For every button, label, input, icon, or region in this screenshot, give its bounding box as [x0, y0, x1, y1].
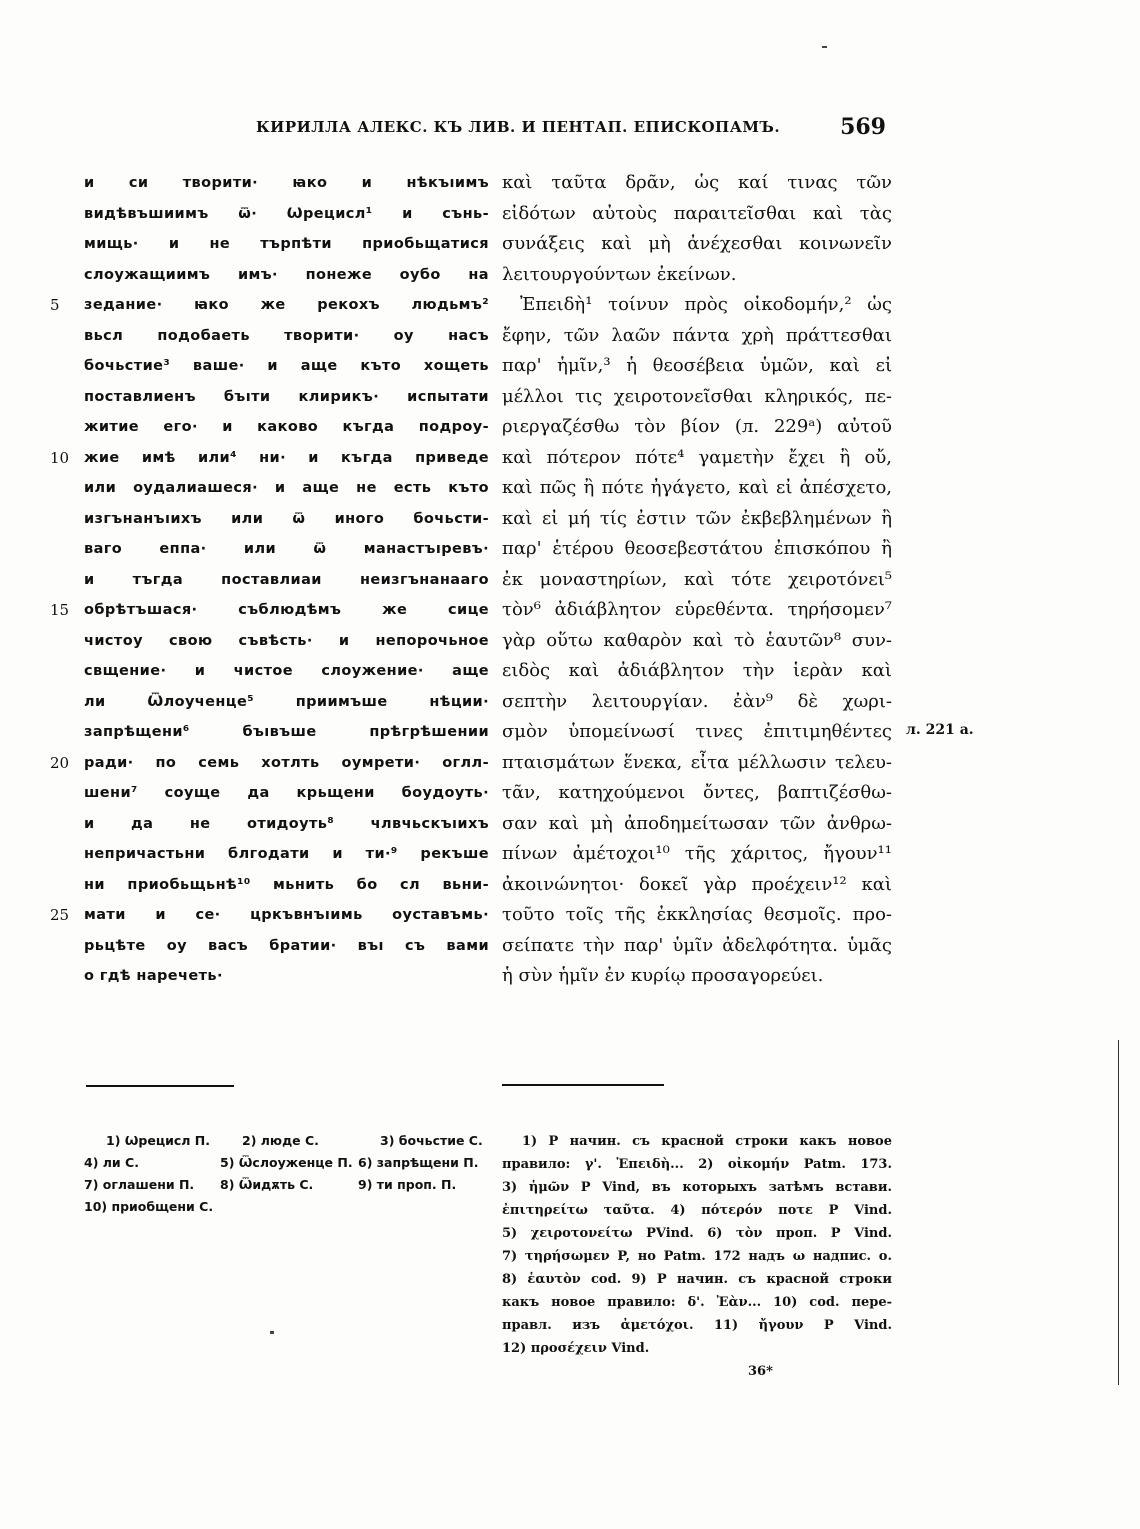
slavonic-line-text: жие имѣ или⁴ ни· и къгда приведе — [84, 449, 489, 466]
slavonic-line-text: непричастьни блгодати и ти·⁹ рекъше — [84, 846, 489, 862]
footnote: 2) люде С. — [242, 1133, 319, 1148]
slavonic-line-text: житие его· и каково къгда подроу- — [84, 419, 489, 435]
slavonic-line — [50, 595, 489, 626]
slavonic-line-text: запрѣщени⁶ бъıвъше прѣгрѣшении — [84, 724, 489, 740]
slavonic-line — [84, 199, 489, 230]
footnote: 12) προσέχειν Vind. — [502, 1341, 650, 1356]
greek-line: καὶ εἰ μή τίς ἐστιν τῶν ἐκβεβλημένων ἢ — [502, 507, 892, 529]
slavonic-line — [84, 565, 489, 596]
slavonic-line-text: рьцѣте оу васъ братии· въı съ вами — [84, 937, 489, 954]
slavonic-line-text: ваго еппа· или ѿ манастъıревъ· — [84, 541, 489, 557]
slavonic-line-text: или оудалиашеся· и аще не есть къто — [84, 480, 489, 496]
slavonic-line-text: зедание· ꙗко же рекохъ людьмъ² — [84, 297, 489, 313]
slavonic-line — [50, 748, 489, 779]
slavonic-line — [50, 443, 489, 474]
slavonic-line-text: видѣвъшиимъ ѿ· Ѡрецисл¹ и сънь- — [84, 205, 489, 222]
slavonic-line — [84, 717, 489, 748]
slavonic-line — [84, 260, 489, 291]
greek-line: ἐκ μοναστηρίων, καὶ τότε χειροτόνει⁵ — [502, 568, 892, 590]
line-number: 5 — [50, 296, 60, 314]
greek-line: σείπατε τὴν παρ' ὑμῖν ἀδελφότητα. ὑμᾶς — [502, 934, 892, 956]
greek-line: γὰρ οὕτω καθαρὸν καὶ τὸ ἑαυτῶν⁸ συν- — [502, 629, 892, 651]
slavonic-line-text: свщение· и чистое слоужение· аще — [84, 663, 489, 679]
footnote: 4) ли С. — [84, 1155, 139, 1170]
greek-line: τὸν⁶ ἀδιάβλητον εὑρεθέντα. τηρήσομεν⁷ — [502, 599, 892, 620]
slavonic-line — [84, 656, 489, 687]
footnote-rule-right — [502, 1084, 664, 1086]
footnote: правл. изъ ἀμετόχοι. 11) ἤγουν P Vind. — [502, 1318, 892, 1333]
greek-line: Ἐπειδὴ¹ τοίνυν πρὸς οἰκοδομήν,² ὡς — [520, 294, 892, 315]
footnote-row — [84, 1196, 489, 1218]
scan-speck — [822, 46, 827, 48]
greek-line: σαν καὶ μὴ ἀποδημείτωσαν τῶν ἀνθρω- — [502, 812, 892, 834]
slavonic-line — [84, 931, 489, 962]
greek-line: σεπτὴν λειτουργίαν. ἐὰν⁹ δὲ χωρι- — [502, 690, 892, 712]
footnote: какъ новое правило: δ'. Ἐὰν... 10) cod. пере- — [502, 1295, 892, 1310]
slavonic-line-text: и тъгда поставлиаи неизгънанааго — [84, 571, 489, 588]
slavonic-line-text: мищь· и не търпѣти приобьщатися — [84, 236, 489, 252]
slavonic-line — [84, 839, 489, 870]
slavonic-line-text: о гдѣ наречеть· — [84, 968, 223, 984]
footnote: 10) приобщени С. — [84, 1199, 214, 1214]
slavonic-line — [84, 229, 489, 260]
slavonic-line-text: изгънанъıихъ или ѿ иного бочьсти- — [84, 510, 489, 527]
slavonic-line — [84, 870, 489, 901]
greek-line: συνάξεις καὶ μὴ ἀνέχεσθαι κοινωνεῖν — [502, 233, 892, 254]
running-header — [236, 114, 886, 142]
slavonic-line — [84, 412, 489, 443]
slavonic-line — [84, 961, 489, 992]
scan-speck — [270, 1331, 274, 1334]
running-title: КИРИЛЛА АЛЕКС. КЪ ЛИВ. И ПЕНТАП. ЕПИСКОПАМЪ. — [256, 118, 781, 136]
slavonic-line-text: вьсл подобаеть творити· оу насъ — [84, 327, 489, 344]
greek-line: τοῦτο τοῖς τῆς ἐκκλησίας θεσμοῖς. προ- — [502, 904, 892, 925]
footnote-row — [84, 1130, 489, 1152]
slavonic-line-text: бочьстие³ ваше· и аще къто хощеть — [84, 358, 489, 374]
slavonic-line — [84, 778, 489, 809]
footnote: 8) Ѿидѫть С. — [220, 1177, 314, 1192]
footnote: 3) ἡμῶν P Vind, въ которыхъ затѣмъ встави. — [502, 1180, 892, 1195]
footnote: правило: γ'. Ἐπειδὴ... 2) οἰκομήν Patm. 173. — [502, 1157, 892, 1172]
slavonic-line — [84, 687, 489, 718]
greek-line: τᾶν, κατηχούμενοι ὄντες, βαπτιζέσθω- — [502, 782, 892, 803]
slavonic-line-text: мати и се· цркъвнъıимь оуставъмь· — [84, 907, 489, 923]
line-number: 10 — [50, 448, 70, 467]
footnotes-greek — [502, 1130, 892, 1360]
slavonic-line — [84, 504, 489, 535]
slavonic-line-text: шени⁷ соуще да крьщени боудоуть· — [84, 785, 489, 801]
greek-line: καὶ πῶς ἢ πότε ἠγάγετο, καὶ εἰ ἀπέσχετο, — [502, 477, 892, 498]
footnote: 9) ти проп. П. — [358, 1177, 457, 1192]
slavonic-line-text: ни приобьщьнѣ¹⁰ мьнить бо сл вьни- — [84, 876, 489, 893]
footnote: 7) оглашени П. — [84, 1177, 195, 1192]
page-number: 569 — [840, 114, 886, 140]
greek-line: σμὸν ὑπομείνωσί τινες ἐπιτιμηθέντες — [502, 721, 892, 742]
greek-line: πταισμάτων ἕνεκα, εἶτα μέλλωσιν τελευ- — [502, 751, 892, 773]
greek-line: πίνων ἀμέτοχοι¹⁰ τῆς χάριτος, ἤγουν¹¹ — [502, 843, 892, 864]
line-number: 25 — [50, 906, 70, 924]
footnote-row — [84, 1152, 489, 1174]
slavonic-line — [84, 168, 489, 199]
slavonic-line-text: обрѣтъшася· съблюдѣмъ же сице — [84, 602, 489, 618]
greek-line: ἔφην, τῶν λαῶν πάντα χρὴ πράττεσθαι — [502, 324, 892, 346]
margin-folio-note: л. 221 а. — [906, 722, 974, 738]
greek-line: ειδὸς καὶ ἀδιάβλητον τὴν ἱερὰν καὶ — [502, 660, 892, 681]
footnote: 5) χειροτονείτω PVind. 6) τὸν проп. P Vind. — [502, 1226, 892, 1241]
footnote-rule-left — [86, 1085, 234, 1087]
line-number: 15 — [50, 601, 70, 619]
greek-line: μέλλοι τις χειροτονεῖσθαι κληρικός, πε- — [502, 385, 892, 407]
greek-line: ριεργαζέσθω τὸν βίον (л. 229ᵃ) αὐτοῦ — [502, 416, 892, 437]
footnote: ἐπιτηρείτω ταῦτα. 4) πότερόν ποτε P Vind. — [502, 1203, 892, 1218]
greek-line: ἡ σὺν ἡμῖν ἐν κυρίῳ προσαγορεύει. — [502, 965, 824, 986]
slavonic-line — [84, 382, 489, 413]
greek-line: καὶ πότερον πότε⁴ γαμετὴν ἔχει ἢ οὔ, — [502, 446, 892, 468]
footnote: 5) Ѿслоуженце П. — [220, 1155, 353, 1170]
slavonic-column — [50, 168, 489, 992]
footnote: 7) τηρήσωμεν P, но Patm. 172 надъ ω надпис. ο. — [502, 1249, 892, 1264]
greek-line: λειτουργούντων ἐκείνων. — [502, 263, 737, 285]
slavonic-line — [84, 534, 489, 565]
slavonic-line — [84, 473, 489, 504]
slavonic-line — [50, 900, 489, 931]
scan-edge-line — [1118, 1040, 1119, 1385]
footnote: 8) ἑαυτὸν cod. 9) P начин. съ красной строки — [502, 1272, 892, 1287]
slavonic-line — [84, 351, 489, 382]
slavonic-line — [84, 809, 489, 840]
slavonic-line-text: ли Ѿлоученце⁵ приимъше нѣции· — [84, 693, 489, 710]
footnote: 1) P начин. съ красной строки какъ новое — [522, 1134, 892, 1149]
slavonic-line — [84, 626, 489, 657]
footnote: 3) бочьстие С. — [380, 1133, 483, 1148]
greek-line: εἰδότων αὐτοὺς παραιτεῖσθαι καὶ τὰς — [502, 202, 892, 224]
footnote: 6) запрѣщени П. — [358, 1155, 479, 1170]
signature-mark: 36* — [748, 1364, 773, 1379]
greek-line: παρ' ἡμῖν,³ ἡ θεοσέβεια ὑμῶν, καὶ εἰ — [502, 355, 892, 376]
greek-column — [502, 168, 892, 992]
greek-line: καὶ ταῦτα δρᾶν, ὡς καί τινας τῶν — [502, 172, 892, 193]
footnotes-slavonic — [84, 1130, 489, 1218]
greek-line: παρ' ἑτέρου θεοσεβεστάτου ἐπισκόπου ἢ — [502, 538, 892, 559]
slavonic-line-text: ради· по семь хотлть оумрети· оглл- — [84, 754, 489, 771]
slavonic-line-text: и си творити· ꙗко и нѣкъıимъ — [84, 175, 489, 191]
greek-line: ἀκοινώνητοι· δοκεῖ γὰρ προέχειν¹² καὶ — [502, 873, 892, 895]
slavonic-line-text: и да не отидоуть⁸ члвчьскъıихъ — [84, 815, 489, 832]
footnote: 1) Ѡрецисл П. — [106, 1133, 210, 1148]
line-number: 20 — [50, 753, 70, 772]
slavonic-line-text: слоужащиимъ имъ· понеже оубо на — [84, 266, 489, 283]
slavonic-line-text: поставлиенъ бъıти клирикъ· испытати — [84, 388, 489, 405]
slavonic-line-text: чистоу свою съвѣсть· и непорочьное — [84, 632, 489, 649]
slavonic-line — [84, 321, 489, 352]
footnote-row — [84, 1174, 489, 1196]
slavonic-line — [50, 290, 489, 321]
